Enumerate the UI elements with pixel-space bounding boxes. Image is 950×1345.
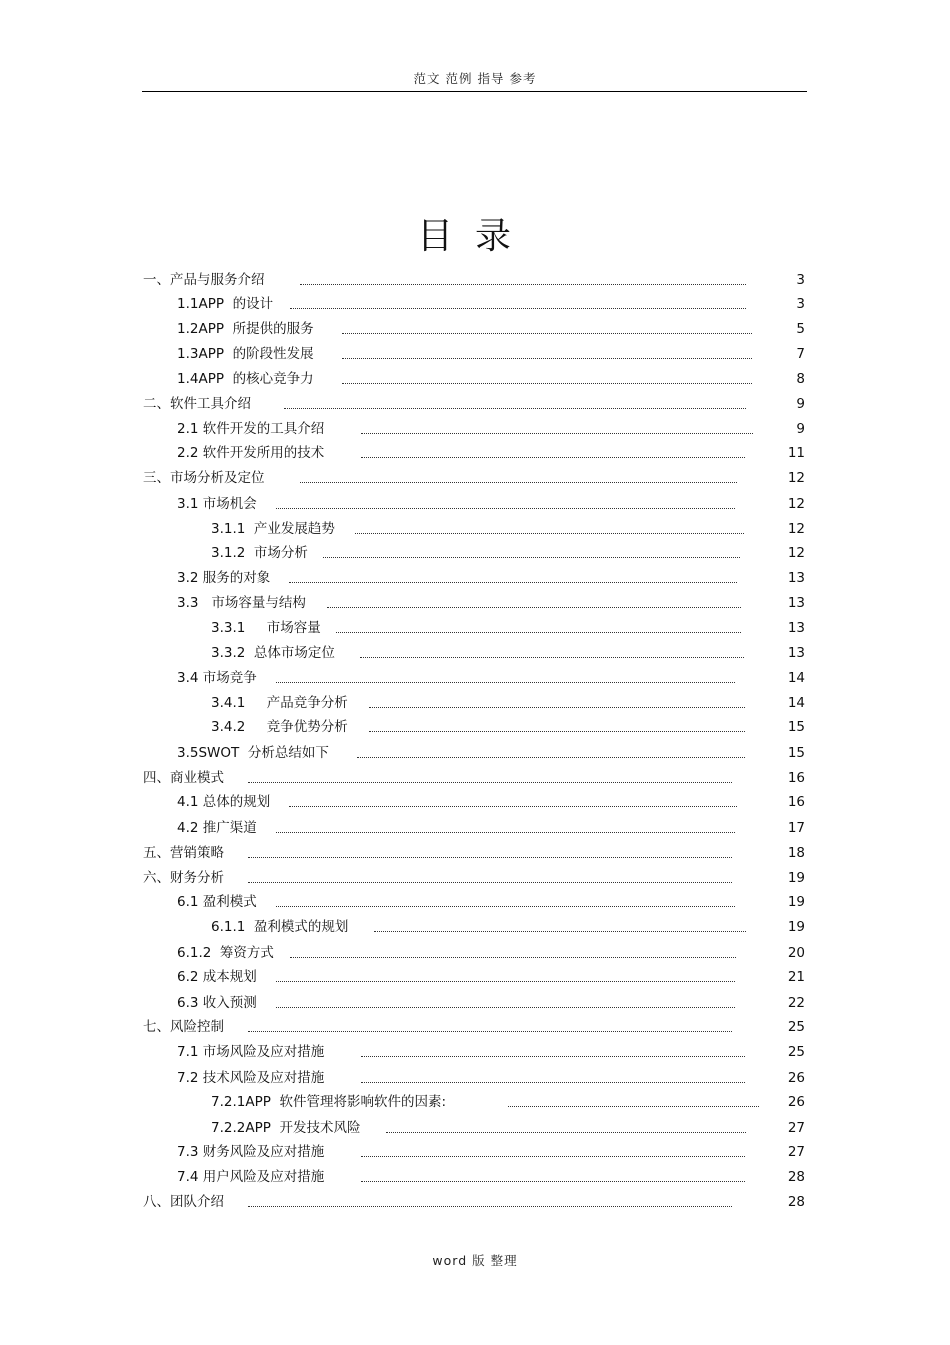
- toc-entry-label: 6.3 收入预测: [177, 995, 257, 1011]
- toc-entry[interactable]: [0, 319, 950, 339]
- toc-page-number: 19: [787, 919, 805, 935]
- toc-entry[interactable]: [0, 917, 950, 937]
- toc-dot-leader: [361, 1142, 745, 1157]
- page-footer-text: word 版 整理: [432, 1253, 518, 1268]
- toc-page-number: 13: [787, 645, 805, 661]
- toc-page-number: 12: [787, 496, 805, 512]
- toc-entry-label: 1.4APP 的核心竞争力: [177, 371, 314, 387]
- toc-entry-label: 7.3 财务风险及应对措施: [177, 1144, 325, 1160]
- toc-entry[interactable]: [0, 743, 950, 763]
- toc-entry[interactable]: [0, 1118, 950, 1138]
- toc-entry-label: 3.4 市场竞争: [177, 670, 257, 686]
- toc-entry-label: 四、商业模式: [143, 770, 224, 786]
- toc-dot-leader: [336, 618, 741, 633]
- toc-page-number: 13: [787, 570, 805, 586]
- toc-entry[interactable]: [0, 717, 950, 737]
- toc-entry[interactable]: [0, 768, 950, 788]
- toc-entry-label: 八、团队介绍: [143, 1194, 224, 1210]
- toc-dot-leader: [300, 270, 746, 285]
- toc-entry[interactable]: [0, 294, 950, 314]
- toc-dot-leader: [361, 1068, 745, 1083]
- toc-entry-label: 6.1.2 筹资方式: [177, 945, 274, 961]
- toc-entry[interactable]: [0, 643, 950, 663]
- page-header-text: 范文 范例 指导 参考: [413, 71, 537, 86]
- toc-entry-label: 三、市场分析及定位: [143, 470, 265, 486]
- toc-entry-label: 3.1.1 产业发展趋势: [211, 521, 335, 537]
- toc-page-number: 5: [796, 321, 805, 337]
- toc-page-number: 12: [787, 545, 805, 561]
- toc-entry[interactable]: [0, 892, 950, 912]
- toc-entry[interactable]: [0, 868, 950, 888]
- toc-entry-label: 3.2 服务的对象: [177, 570, 271, 586]
- toc-page-number: 27: [787, 1120, 805, 1136]
- toc-entry-label: 3.1.2 市场分析: [211, 545, 308, 561]
- toc-page-number: 26: [787, 1094, 805, 1110]
- toc-page-number: 15: [787, 719, 805, 735]
- toc-entry[interactable]: [0, 1167, 950, 1187]
- toc-dot-leader: [289, 568, 737, 583]
- toc-entry[interactable]: [0, 1092, 950, 1112]
- toc-entry-label: 7.1 市场风险及应对措施: [177, 1044, 325, 1060]
- toc-entry[interactable]: [0, 618, 950, 638]
- toc-page-number: 9: [796, 421, 805, 437]
- toc-dot-leader: [386, 1118, 746, 1133]
- toc-entry[interactable]: [0, 668, 950, 688]
- toc-entry[interactable]: [0, 843, 950, 863]
- toc-dot-leader: [342, 319, 752, 334]
- toc-entry[interactable]: [0, 967, 950, 987]
- toc-dot-leader: [300, 468, 737, 483]
- toc-dot-leader: [248, 868, 732, 883]
- toc-entry-label: 五、营销策略: [143, 845, 224, 861]
- toc-page-number: 19: [787, 894, 805, 910]
- toc-page-number: 20: [787, 945, 805, 961]
- toc-entry-label: 3.1 市场机会: [177, 496, 257, 512]
- toc-dot-leader: [374, 917, 746, 932]
- toc-page-number: 21: [787, 969, 805, 985]
- toc-entry[interactable]: [0, 394, 950, 414]
- toc-entry[interactable]: [0, 369, 950, 389]
- toc-entry[interactable]: [0, 1042, 950, 1062]
- toc-entry[interactable]: [0, 593, 950, 613]
- toc-dot-leader: [276, 668, 735, 683]
- toc-page-number: 26: [787, 1070, 805, 1086]
- toc-page-number: 18: [787, 845, 805, 861]
- toc-page-number: 28: [787, 1194, 805, 1210]
- toc-entry-label: 1.3APP 的阶段性发展: [177, 346, 314, 362]
- toc-page-number: 7: [796, 346, 805, 362]
- toc-entry-label: 6.1.1 盈利模式的规划: [211, 919, 349, 935]
- toc-page-number: 12: [787, 470, 805, 486]
- toc-dot-leader: [248, 1017, 732, 1032]
- toc-entry-label: 4.2 推广渠道: [177, 820, 257, 836]
- toc-dot-leader: [361, 443, 745, 458]
- toc-dot-leader: [361, 419, 753, 434]
- toc-page-number: 8: [796, 371, 805, 387]
- toc-entry-label: 七、风险控制: [143, 1019, 224, 1035]
- toc-dot-leader: [276, 967, 735, 982]
- toc-page-number: 25: [787, 1044, 805, 1060]
- toc-entry[interactable]: [0, 792, 950, 812]
- toc-entry-label: 1.1APP 的设计: [177, 296, 274, 312]
- toc-page-number: 16: [787, 770, 805, 786]
- toc-entry-label: 7.2.2APP 开发技术风险: [211, 1120, 361, 1136]
- toc-entry-label: 2.2 软件开发所用的技术: [177, 445, 325, 461]
- toc-dot-leader: [369, 717, 745, 732]
- toc-entry-label: 1.2APP 所提供的服务: [177, 321, 314, 337]
- toc-dot-leader: [248, 1192, 732, 1207]
- toc-page-number: 3: [796, 296, 805, 312]
- toc-entry-label: 7.2.1APP 软件管理将影响软件的因素:: [211, 1094, 446, 1110]
- toc-entry[interactable]: [0, 519, 950, 539]
- toc-dot-leader: [327, 593, 741, 608]
- toc-page-number: 14: [787, 670, 805, 686]
- toc-dot-leader: [276, 494, 735, 509]
- toc-dot-leader: [508, 1092, 759, 1107]
- toc-entry-label: 二、软件工具介绍: [143, 396, 251, 412]
- toc-entry[interactable]: [0, 693, 950, 713]
- toc-entry[interactable]: [0, 468, 950, 488]
- toc-entry-label: 六、财务分析: [143, 870, 224, 886]
- toc-entry[interactable]: [0, 419, 950, 439]
- toc-entry-label: 7.2 技术风险及应对措施: [177, 1070, 325, 1086]
- toc-title: 目录: [416, 216, 533, 257]
- toc-entry[interactable]: [0, 1017, 950, 1037]
- toc-entry-label: 3.4.2 竞争优势分析: [211, 719, 348, 735]
- toc-dot-leader: [323, 543, 740, 558]
- toc-page-number: 16: [787, 794, 805, 810]
- toc-page-number: 3: [796, 272, 805, 288]
- toc-entry-label: 3.3 市场容量与结构: [177, 595, 306, 611]
- toc-entry-label: 6.1 盈利模式: [177, 894, 257, 910]
- toc-entry-label: 4.1 总体的规划: [177, 794, 271, 810]
- toc-dot-leader: [342, 344, 752, 359]
- toc-dot-leader: [360, 643, 744, 658]
- toc-page-number: 28: [787, 1169, 805, 1185]
- toc-dot-leader: [361, 1167, 745, 1182]
- toc-entry-label: 6.2 成本规划: [177, 969, 257, 985]
- toc-page-number: 27: [787, 1144, 805, 1160]
- toc-page-number: 12: [787, 521, 805, 537]
- toc-entry[interactable]: [0, 943, 950, 963]
- toc-dot-leader: [276, 892, 735, 907]
- toc-dot-leader: [276, 993, 735, 1008]
- toc-page-number: 15: [787, 745, 805, 761]
- toc-entry[interactable]: [0, 543, 950, 563]
- toc-dot-leader: [355, 519, 744, 534]
- toc-dot-leader: [248, 768, 732, 783]
- toc-dot-leader: [361, 1042, 745, 1057]
- toc-dot-leader: [290, 294, 746, 309]
- toc-entry[interactable]: [0, 494, 950, 514]
- toc-entry-label: 3.3.2 总体市场定位: [211, 645, 335, 661]
- toc-page-number: 13: [787, 620, 805, 636]
- toc-dot-leader: [357, 743, 745, 758]
- toc-entry-label: 3.3.1 市场容量: [211, 620, 321, 636]
- toc-page-number: 17: [787, 820, 805, 836]
- toc-entry[interactable]: [0, 993, 950, 1013]
- toc-entry[interactable]: [0, 1192, 950, 1212]
- toc-page-number: 13: [787, 595, 805, 611]
- toc-entry[interactable]: [0, 443, 950, 463]
- toc-entry-label: 3.5SWOT 分析总结如下: [177, 745, 329, 761]
- toc-dot-leader: [248, 843, 732, 858]
- toc-page-number: 19: [787, 870, 805, 886]
- toc-dot-leader: [276, 818, 735, 833]
- toc-entry-label: 3.4.1 产品竞争分析: [211, 695, 348, 711]
- toc-dot-leader: [284, 394, 746, 409]
- toc-page-number: 22: [787, 995, 805, 1011]
- toc-entry[interactable]: [0, 1142, 950, 1162]
- toc-dot-leader: [342, 369, 752, 384]
- toc-entry-label: 一、产品与服务介绍: [143, 272, 265, 288]
- toc-page-number: 9: [796, 396, 805, 412]
- toc-page-number: 11: [787, 445, 805, 461]
- toc-entry[interactable]: [0, 344, 950, 364]
- toc-page-number: 14: [787, 695, 805, 711]
- toc-entry[interactable]: [0, 568, 950, 588]
- toc-dot-leader: [289, 792, 737, 807]
- toc-entry[interactable]: [0, 270, 950, 290]
- toc-page-number: 25: [787, 1019, 805, 1035]
- toc-entry[interactable]: [0, 818, 950, 838]
- toc-entry-label: 2.1 软件开发的工具介绍: [177, 421, 325, 437]
- toc-dot-leader: [369, 693, 745, 708]
- toc-dot-leader: [290, 943, 736, 958]
- toc-entry[interactable]: [0, 1068, 950, 1088]
- toc-entry-label: 7.4 用户风险及应对措施: [177, 1169, 325, 1185]
